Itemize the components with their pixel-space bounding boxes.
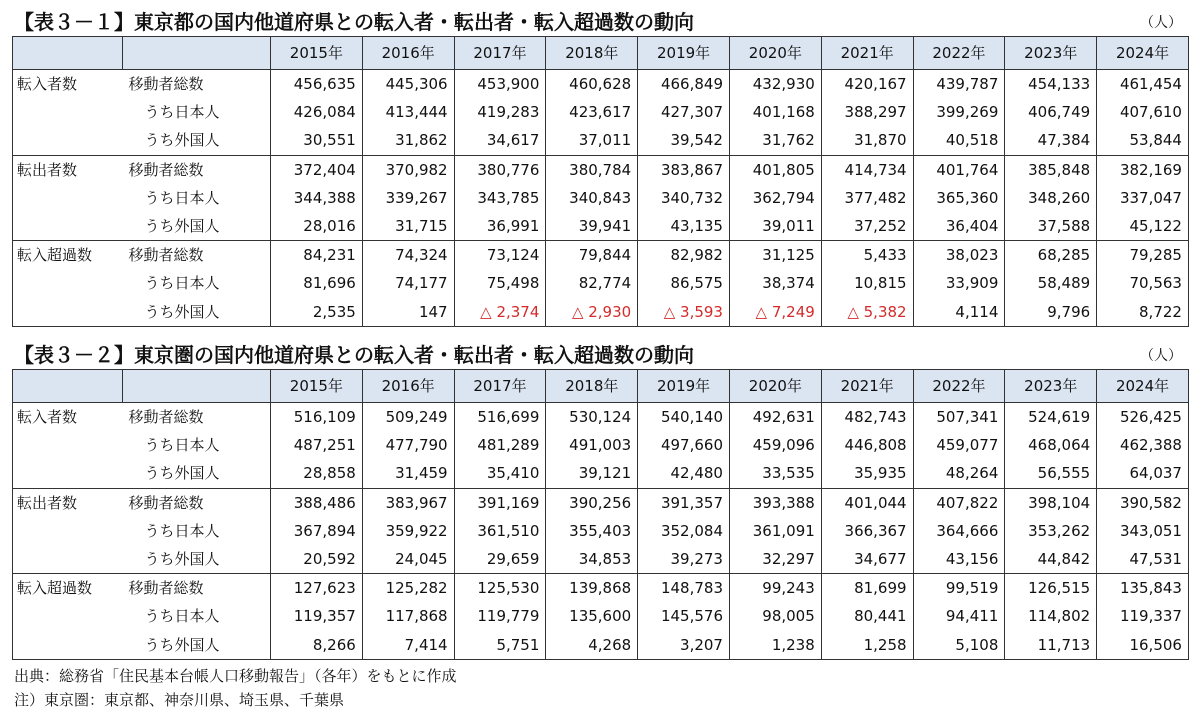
- value-cell: 427,307: [638, 98, 730, 126]
- table2-title-row: [12, 335, 1188, 369]
- table-row: [13, 98, 1189, 126]
- value-cell: 355,403: [546, 517, 638, 545]
- value-cell: 31,715: [362, 212, 454, 241]
- year-header: 2016年: [362, 370, 454, 403]
- group-label: [13, 602, 123, 630]
- value-cell: 339,267: [362, 184, 454, 212]
- value-cell: 423,617: [546, 98, 638, 126]
- value-cell: 390,256: [546, 488, 638, 517]
- value-cell: 35,410: [454, 459, 546, 488]
- value-cell: 5,433: [821, 241, 913, 270]
- value-cell: 446,808: [821, 431, 913, 459]
- group-label: 転入超過数: [13, 574, 123, 603]
- value-cell: 337,047: [1097, 184, 1189, 212]
- value-cell: 460,628: [546, 70, 638, 99]
- value-cell: 35,935: [821, 459, 913, 488]
- value-cell: 79,844: [546, 241, 638, 270]
- value-cell: 365,360: [913, 184, 1005, 212]
- source-note: 出典：総務省「住民基本台帳人口移動報告」（各年）をもとに作成: [14, 667, 457, 685]
- row-label: うち日本人: [123, 98, 271, 126]
- value-cell: 406,749: [1005, 98, 1097, 126]
- value-cell: 398,104: [1005, 488, 1097, 517]
- group-label: [13, 459, 123, 488]
- value-cell: 75,498: [454, 269, 546, 297]
- value-cell: 383,967: [362, 488, 454, 517]
- value-cell: 540,140: [638, 403, 730, 432]
- value-cell: 37,011: [546, 126, 638, 155]
- table1-title-row: [12, 2, 1188, 36]
- negative-value-cell: △ 2,374: [454, 298, 546, 327]
- value-cell: 81,699: [821, 574, 913, 603]
- value-cell: 388,297: [821, 98, 913, 126]
- value-cell: 37,588: [1005, 212, 1097, 241]
- value-cell: 370,982: [362, 155, 454, 184]
- value-cell: 352,084: [638, 517, 730, 545]
- value-cell: 47,384: [1005, 126, 1097, 155]
- year-header: 2017年: [454, 37, 546, 70]
- footnotes: [14, 664, 457, 712]
- value-cell: 74,324: [362, 241, 454, 270]
- row-label: うち外国人: [123, 126, 271, 155]
- table-row: [13, 403, 1189, 432]
- value-cell: 79,285: [1097, 241, 1189, 270]
- value-cell: 5,108: [913, 631, 1005, 660]
- group-label: [13, 212, 123, 241]
- year-header: 2015年: [271, 37, 363, 70]
- year-header: 2024年: [1097, 37, 1189, 70]
- value-cell: 38,023: [913, 241, 1005, 270]
- value-cell: 1,258: [821, 631, 913, 660]
- value-cell: 147: [362, 298, 454, 327]
- value-cell: 39,011: [729, 212, 821, 241]
- row-label: うち日本人: [123, 431, 271, 459]
- value-cell: 31,459: [362, 459, 454, 488]
- value-cell: 497,660: [638, 431, 730, 459]
- value-cell: 127,623: [271, 574, 363, 603]
- table-row: [13, 184, 1189, 212]
- value-cell: 34,677: [821, 545, 913, 574]
- header-corner-sub: [123, 370, 271, 403]
- year-header: 2023年: [1005, 370, 1097, 403]
- value-cell: 456,635: [271, 70, 363, 99]
- value-cell: 372,404: [271, 155, 363, 184]
- value-cell: 135,600: [546, 602, 638, 630]
- value-cell: 5,751: [454, 631, 546, 660]
- value-cell: 407,822: [913, 488, 1005, 517]
- value-cell: 491,003: [546, 431, 638, 459]
- table1-title: 【表３－１】東京都の国内他道府県との転入者・転出者・転入超過数の動向: [14, 10, 694, 34]
- value-cell: 31,862: [362, 126, 454, 155]
- value-cell: 361,091: [729, 517, 821, 545]
- value-cell: 380,784: [546, 155, 638, 184]
- table2-header: [13, 370, 1189, 403]
- value-cell: 344,388: [271, 184, 363, 212]
- value-cell: 39,121: [546, 459, 638, 488]
- value-cell: 454,133: [1005, 70, 1097, 99]
- value-cell: 10,815: [821, 269, 913, 297]
- row-label: 移動者総数: [123, 488, 271, 517]
- group-label: 転出者数: [13, 155, 123, 184]
- value-cell: 70,563: [1097, 269, 1189, 297]
- row-label: 移動者総数: [123, 574, 271, 603]
- value-cell: 445,306: [362, 70, 454, 99]
- table2-body: [13, 403, 1189, 660]
- table2: [12, 369, 1189, 660]
- value-cell: 8,266: [271, 631, 363, 660]
- header-row: [13, 370, 1189, 403]
- row-label: うち外国人: [123, 631, 271, 660]
- value-cell: 119,779: [454, 602, 546, 630]
- value-cell: 43,135: [638, 212, 730, 241]
- value-cell: 7,414: [362, 631, 454, 660]
- row-label: うち日本人: [123, 184, 271, 212]
- value-cell: 343,051: [1097, 517, 1189, 545]
- row-label: 移動者総数: [123, 70, 271, 99]
- group-label: 転出者数: [13, 488, 123, 517]
- value-cell: 24,045: [362, 545, 454, 574]
- table-row: [13, 431, 1189, 459]
- table1: [12, 36, 1189, 327]
- value-cell: 359,922: [362, 517, 454, 545]
- table1-body: [13, 70, 1189, 327]
- row-label: 移動者総数: [123, 241, 271, 270]
- value-cell: 414,734: [821, 155, 913, 184]
- value-cell: 343,785: [454, 184, 546, 212]
- value-cell: 8,722: [1097, 298, 1189, 327]
- value-cell: 391,357: [638, 488, 730, 517]
- value-cell: 139,868: [546, 574, 638, 603]
- year-header: 2018年: [546, 37, 638, 70]
- value-cell: 34,617: [454, 126, 546, 155]
- year-header: 2020年: [729, 37, 821, 70]
- value-cell: 419,283: [454, 98, 546, 126]
- value-cell: 31,870: [821, 126, 913, 155]
- header-corner: [13, 37, 123, 70]
- value-cell: 3,207: [638, 631, 730, 660]
- group-label: [13, 631, 123, 660]
- value-cell: 82,982: [638, 241, 730, 270]
- value-cell: 98,005: [729, 602, 821, 630]
- value-cell: 94,411: [913, 602, 1005, 630]
- table-row: [13, 602, 1189, 630]
- value-cell: 80,441: [821, 602, 913, 630]
- group-label: 転入超過数: [13, 241, 123, 270]
- header-corner-sub: [123, 37, 271, 70]
- value-cell: 377,482: [821, 184, 913, 212]
- value-cell: 39,542: [638, 126, 730, 155]
- region-note: 注）東京圏：東京都、神奈川県、埼玉県、千葉県: [14, 691, 345, 709]
- value-cell: 420,167: [821, 70, 913, 99]
- value-cell: 453,900: [454, 70, 546, 99]
- year-header: 2016年: [362, 37, 454, 70]
- value-cell: 28,016: [271, 212, 363, 241]
- value-cell: 385,848: [1005, 155, 1097, 184]
- table-row: [13, 212, 1189, 241]
- group-label: [13, 126, 123, 155]
- value-cell: 135,843: [1097, 574, 1189, 603]
- value-cell: 86,575: [638, 269, 730, 297]
- value-cell: 439,787: [913, 70, 1005, 99]
- value-cell: 4,114: [913, 298, 1005, 327]
- table-row: [13, 298, 1189, 327]
- year-header: 2020年: [729, 370, 821, 403]
- value-cell: 401,805: [729, 155, 821, 184]
- value-cell: 380,776: [454, 155, 546, 184]
- value-cell: 462,388: [1097, 431, 1189, 459]
- row-label: うち外国人: [123, 212, 271, 241]
- year-header: 2021年: [821, 370, 913, 403]
- value-cell: 361,510: [454, 517, 546, 545]
- negative-value-cell: △ 5,382: [821, 298, 913, 327]
- row-label: うち外国人: [123, 545, 271, 574]
- value-cell: 40,518: [913, 126, 1005, 155]
- value-cell: 401,764: [913, 155, 1005, 184]
- table-row: [13, 517, 1189, 545]
- row-label: うち日本人: [123, 517, 271, 545]
- value-cell: 390,582: [1097, 488, 1189, 517]
- value-cell: 39,941: [546, 212, 638, 241]
- value-cell: 4,268: [546, 631, 638, 660]
- year-header: 2017年: [454, 370, 546, 403]
- value-cell: 388,486: [271, 488, 363, 517]
- table2-section: [12, 335, 1188, 660]
- header-row: [13, 37, 1189, 70]
- value-cell: 426,084: [271, 98, 363, 126]
- value-cell: 2,535: [271, 298, 363, 327]
- value-cell: 117,868: [362, 602, 454, 630]
- value-cell: 36,991: [454, 212, 546, 241]
- year-header: 2024年: [1097, 370, 1189, 403]
- value-cell: 28,858: [271, 459, 363, 488]
- group-label: [13, 184, 123, 212]
- group-label: [13, 98, 123, 126]
- value-cell: 9,796: [1005, 298, 1097, 327]
- value-cell: 401,168: [729, 98, 821, 126]
- value-cell: 367,894: [271, 517, 363, 545]
- value-cell: 459,096: [729, 431, 821, 459]
- value-cell: 353,262: [1005, 517, 1097, 545]
- value-cell: 42,480: [638, 459, 730, 488]
- value-cell: 99,519: [913, 574, 1005, 603]
- value-cell: 82,774: [546, 269, 638, 297]
- value-cell: 492,631: [729, 403, 821, 432]
- table2-title: 【表３－２】東京圏の国内他道府県との転入者・転出者・転入超過数の動向: [14, 343, 694, 367]
- value-cell: 34,853: [546, 545, 638, 574]
- value-cell: 507,341: [913, 403, 1005, 432]
- value-cell: 84,231: [271, 241, 363, 270]
- value-cell: 119,357: [271, 602, 363, 630]
- value-cell: 45,122: [1097, 212, 1189, 241]
- value-cell: 29,659: [454, 545, 546, 574]
- value-cell: 68,285: [1005, 241, 1097, 270]
- value-cell: 37,252: [821, 212, 913, 241]
- year-header: 2023年: [1005, 37, 1097, 70]
- group-label: [13, 517, 123, 545]
- value-cell: 516,699: [454, 403, 546, 432]
- value-cell: 487,251: [271, 431, 363, 459]
- value-cell: 20,592: [271, 545, 363, 574]
- value-cell: 477,790: [362, 431, 454, 459]
- value-cell: 459,077: [913, 431, 1005, 459]
- year-header: 2019年: [638, 37, 730, 70]
- row-label: うち外国人: [123, 459, 271, 488]
- year-header: 2019年: [638, 370, 730, 403]
- group-label: 転入者数: [13, 70, 123, 99]
- value-cell: 364,666: [913, 517, 1005, 545]
- value-cell: 382,169: [1097, 155, 1189, 184]
- table-row: [13, 70, 1189, 99]
- value-cell: 32,297: [729, 545, 821, 574]
- value-cell: 530,124: [546, 403, 638, 432]
- row-label: 移動者総数: [123, 403, 271, 432]
- value-cell: 348,260: [1005, 184, 1097, 212]
- table-row: [13, 126, 1189, 155]
- year-header: 2015年: [271, 370, 363, 403]
- negative-value-cell: △ 3,593: [638, 298, 730, 327]
- year-header: 2018年: [546, 370, 638, 403]
- table-row: [13, 574, 1189, 603]
- value-cell: 466,849: [638, 70, 730, 99]
- value-cell: 31,125: [729, 241, 821, 270]
- value-cell: 516,109: [271, 403, 363, 432]
- value-cell: 362,794: [729, 184, 821, 212]
- table-row: [13, 459, 1189, 488]
- value-cell: 16,506: [1097, 631, 1189, 660]
- value-cell: 468,064: [1005, 431, 1097, 459]
- table2-unit: （人）: [1140, 348, 1182, 364]
- row-label: うち日本人: [123, 269, 271, 297]
- value-cell: 114,802: [1005, 602, 1097, 630]
- value-cell: 509,249: [362, 403, 454, 432]
- value-cell: 81,696: [271, 269, 363, 297]
- value-cell: 38,374: [729, 269, 821, 297]
- value-cell: 383,867: [638, 155, 730, 184]
- header-corner: [13, 370, 123, 403]
- group-label: 転入者数: [13, 403, 123, 432]
- value-cell: 148,783: [638, 574, 730, 603]
- value-cell: 36,404: [913, 212, 1005, 241]
- value-cell: 481,289: [454, 431, 546, 459]
- group-label: [13, 269, 123, 297]
- value-cell: 126,515: [1005, 574, 1097, 603]
- row-label: うち外国人: [123, 298, 271, 327]
- value-cell: 399,269: [913, 98, 1005, 126]
- value-cell: 125,530: [454, 574, 546, 603]
- group-label: [13, 545, 123, 574]
- group-label: [13, 298, 123, 327]
- table-row: [13, 269, 1189, 297]
- table1-section: [12, 2, 1188, 327]
- value-cell: 31,762: [729, 126, 821, 155]
- value-cell: 56,555: [1005, 459, 1097, 488]
- value-cell: 119,337: [1097, 602, 1189, 630]
- year-header: 2022年: [913, 37, 1005, 70]
- table1-header: [13, 37, 1189, 70]
- value-cell: 1,238: [729, 631, 821, 660]
- value-cell: 413,444: [362, 98, 454, 126]
- value-cell: 58,489: [1005, 269, 1097, 297]
- value-cell: 47,531: [1097, 545, 1189, 574]
- value-cell: 125,282: [362, 574, 454, 603]
- value-cell: 73,124: [454, 241, 546, 270]
- table-row: [13, 545, 1189, 574]
- table-row: [13, 631, 1189, 660]
- value-cell: 340,732: [638, 184, 730, 212]
- value-cell: 393,388: [729, 488, 821, 517]
- table-row: [13, 155, 1189, 184]
- value-cell: 11,713: [1005, 631, 1097, 660]
- value-cell: 43,156: [913, 545, 1005, 574]
- value-cell: 407,610: [1097, 98, 1189, 126]
- value-cell: 74,177: [362, 269, 454, 297]
- year-header: 2022年: [913, 370, 1005, 403]
- value-cell: 99,243: [729, 574, 821, 603]
- value-cell: 48,264: [913, 459, 1005, 488]
- table-row: [13, 241, 1189, 270]
- value-cell: 53,844: [1097, 126, 1189, 155]
- value-cell: 524,619: [1005, 403, 1097, 432]
- row-label: うち日本人: [123, 602, 271, 630]
- value-cell: 461,454: [1097, 70, 1189, 99]
- table1-unit: （人）: [1140, 15, 1182, 31]
- value-cell: 39,273: [638, 545, 730, 574]
- value-cell: 391,169: [454, 488, 546, 517]
- value-cell: 30,551: [271, 126, 363, 155]
- negative-value-cell: △ 2,930: [546, 298, 638, 327]
- value-cell: 526,425: [1097, 403, 1189, 432]
- value-cell: 432,930: [729, 70, 821, 99]
- value-cell: 64,037: [1097, 459, 1189, 488]
- value-cell: 366,367: [821, 517, 913, 545]
- group-label: [13, 431, 123, 459]
- value-cell: 33,535: [729, 459, 821, 488]
- value-cell: 44,842: [1005, 545, 1097, 574]
- value-cell: 145,576: [638, 602, 730, 630]
- value-cell: 482,743: [821, 403, 913, 432]
- table-row: [13, 488, 1189, 517]
- value-cell: 401,044: [821, 488, 913, 517]
- year-header: 2021年: [821, 37, 913, 70]
- value-cell: 340,843: [546, 184, 638, 212]
- value-cell: 33,909: [913, 269, 1005, 297]
- negative-value-cell: △ 7,249: [729, 298, 821, 327]
- row-label: 移動者総数: [123, 155, 271, 184]
